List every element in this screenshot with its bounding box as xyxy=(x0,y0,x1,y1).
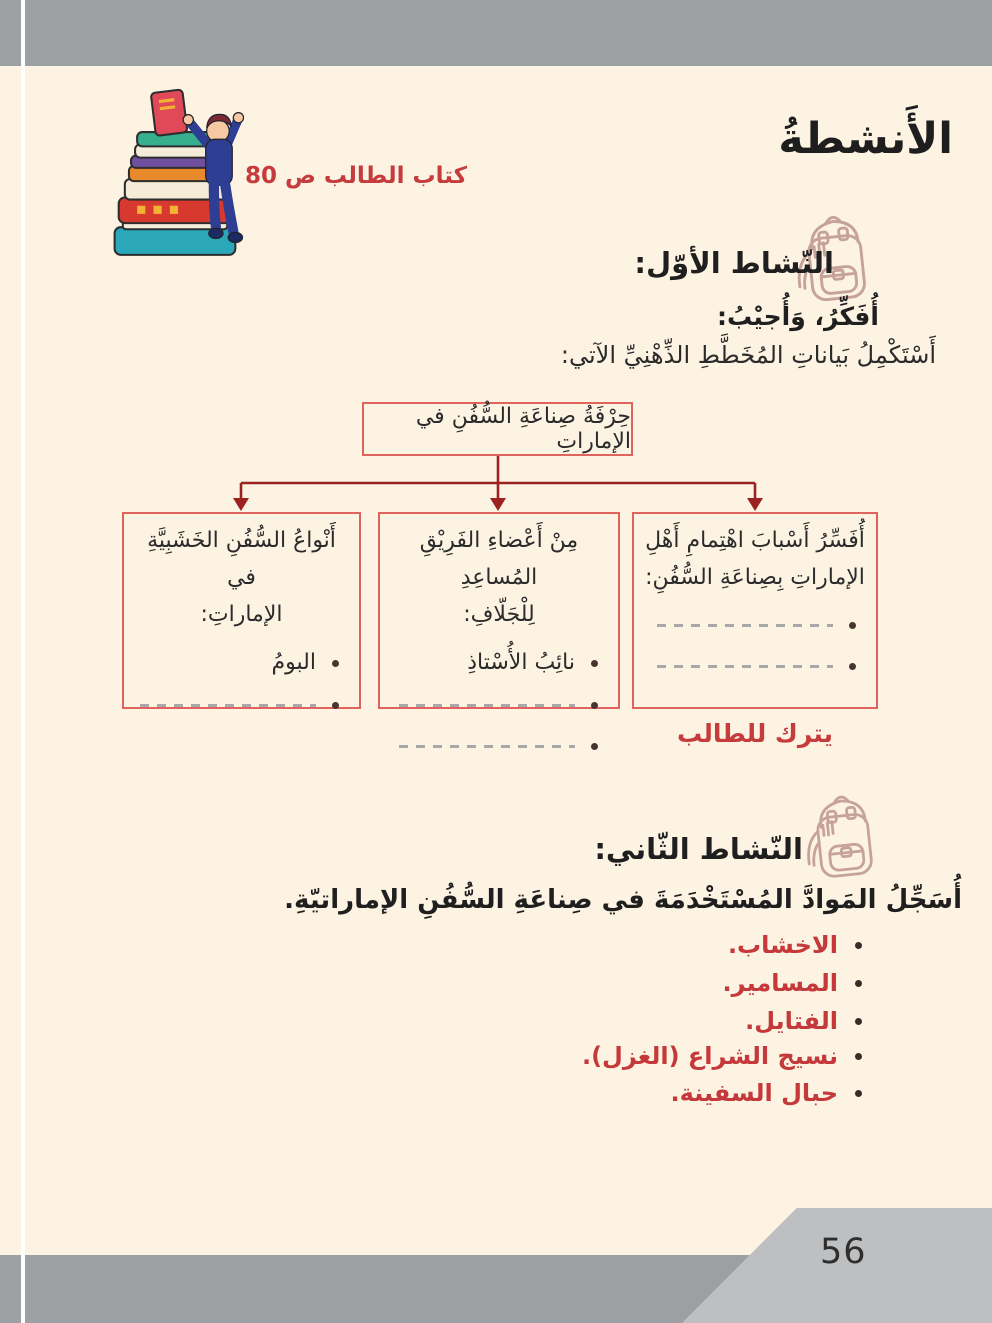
blank-answer-line xyxy=(390,734,608,758)
page-title: الأَنشطةُ xyxy=(778,114,953,164)
dashed-blank xyxy=(657,624,833,627)
mindmap-branch-team xyxy=(378,512,620,709)
bullet-dot-icon xyxy=(849,663,856,670)
activity1-subheading: أُفَكِّرُ، وَأُجيْبُ: xyxy=(716,302,879,331)
branch-title-line: أُفَسِّرُ أَسْبابَ اهْتِمامِ أَهْلِ xyxy=(645,528,865,553)
bullet-dot-icon xyxy=(591,660,598,667)
bullet-dot-icon xyxy=(332,702,339,709)
page-number: 56 xyxy=(820,1232,867,1272)
branch-item: البومُ xyxy=(271,650,316,675)
material-label: الاخشاب. xyxy=(727,931,838,959)
bullet-dot-icon xyxy=(591,743,598,750)
teacher-note: يترك للطالب xyxy=(677,719,833,748)
activity2-heading: النّشاط الثّاني: xyxy=(594,832,803,866)
bullet-dot-icon xyxy=(849,622,856,629)
blank-answer-line xyxy=(390,693,608,717)
material-list-item xyxy=(745,1005,862,1037)
branch-title-line: لِلْجَلّافِ: xyxy=(463,602,535,627)
bullet-dot-icon xyxy=(855,1053,862,1060)
dashed-blank xyxy=(399,704,575,707)
activity1-instruction: أَسْتَكْمِلُ بَياناتِ المُخَطَّطِ الذِّهْنِيِّ الآتي: xyxy=(560,341,936,369)
blank-answer-line xyxy=(134,693,349,717)
blank-answer-line xyxy=(644,613,866,637)
dashed-blank xyxy=(657,665,833,668)
student-book-reference: كتاب الطالب ص 80 xyxy=(244,163,467,189)
mindmap-branch-reasons xyxy=(632,512,878,709)
branch-title-line: الإماراتِ: xyxy=(200,602,283,627)
activity2-instruction: أُسَجِّلُ المَوادَّ المُسْتَخْدَمَةَ في صِناعَةِ السُّفُنِ الإماراتيّةِ. xyxy=(284,885,962,915)
dashed-blank xyxy=(399,745,575,748)
bullet-dot-icon xyxy=(591,702,598,709)
material-label: نسيج الشراع (الغزل). xyxy=(581,1042,838,1070)
branch-item: نائِبُ الأُسْتاذِ xyxy=(467,650,575,675)
mindmap-branch-ship-types xyxy=(122,512,361,709)
filled-answer-line xyxy=(134,650,349,676)
activity1-heading: النّشاط الأوّل: xyxy=(634,246,834,280)
top-gray-band xyxy=(0,0,992,66)
branch-title-line: أَنْواعُ السُّفُنِ الخَشَبِيَّةِ في xyxy=(147,528,336,590)
dashed-blank xyxy=(140,704,316,707)
bullet-dot-icon xyxy=(855,1090,862,1097)
bullet-dot-icon xyxy=(855,942,862,949)
branch-title-line: مِنْ أَعْضاءِ الفَرِيْقِ المُساعِدِ xyxy=(419,528,579,590)
material-label: الفتايل. xyxy=(745,1007,838,1035)
backpack-icon xyxy=(791,783,895,894)
bullet-dot-icon xyxy=(855,980,862,987)
bullet-dot-icon xyxy=(855,1018,862,1025)
blank-answer-line xyxy=(644,654,866,678)
margin-rule xyxy=(21,0,25,1323)
books-stack-illustration xyxy=(108,86,244,262)
branch-title-line: الإماراتِ بِصِناعَةِ السُّفُنِ: xyxy=(645,565,865,590)
filled-answer-line xyxy=(390,650,608,676)
material-list-item xyxy=(671,1077,862,1109)
material-label: المسامير. xyxy=(722,969,838,997)
material-label: حبال السفينة. xyxy=(670,1079,838,1107)
material-list-item xyxy=(728,929,862,961)
material-list-item xyxy=(582,1040,862,1072)
mindmap-root-box: حِرْفَةُ صِناعَةِ السُّفُنِ في الإماراتِ xyxy=(362,402,633,456)
material-list-item xyxy=(723,967,862,999)
bullet-dot-icon xyxy=(332,660,339,667)
